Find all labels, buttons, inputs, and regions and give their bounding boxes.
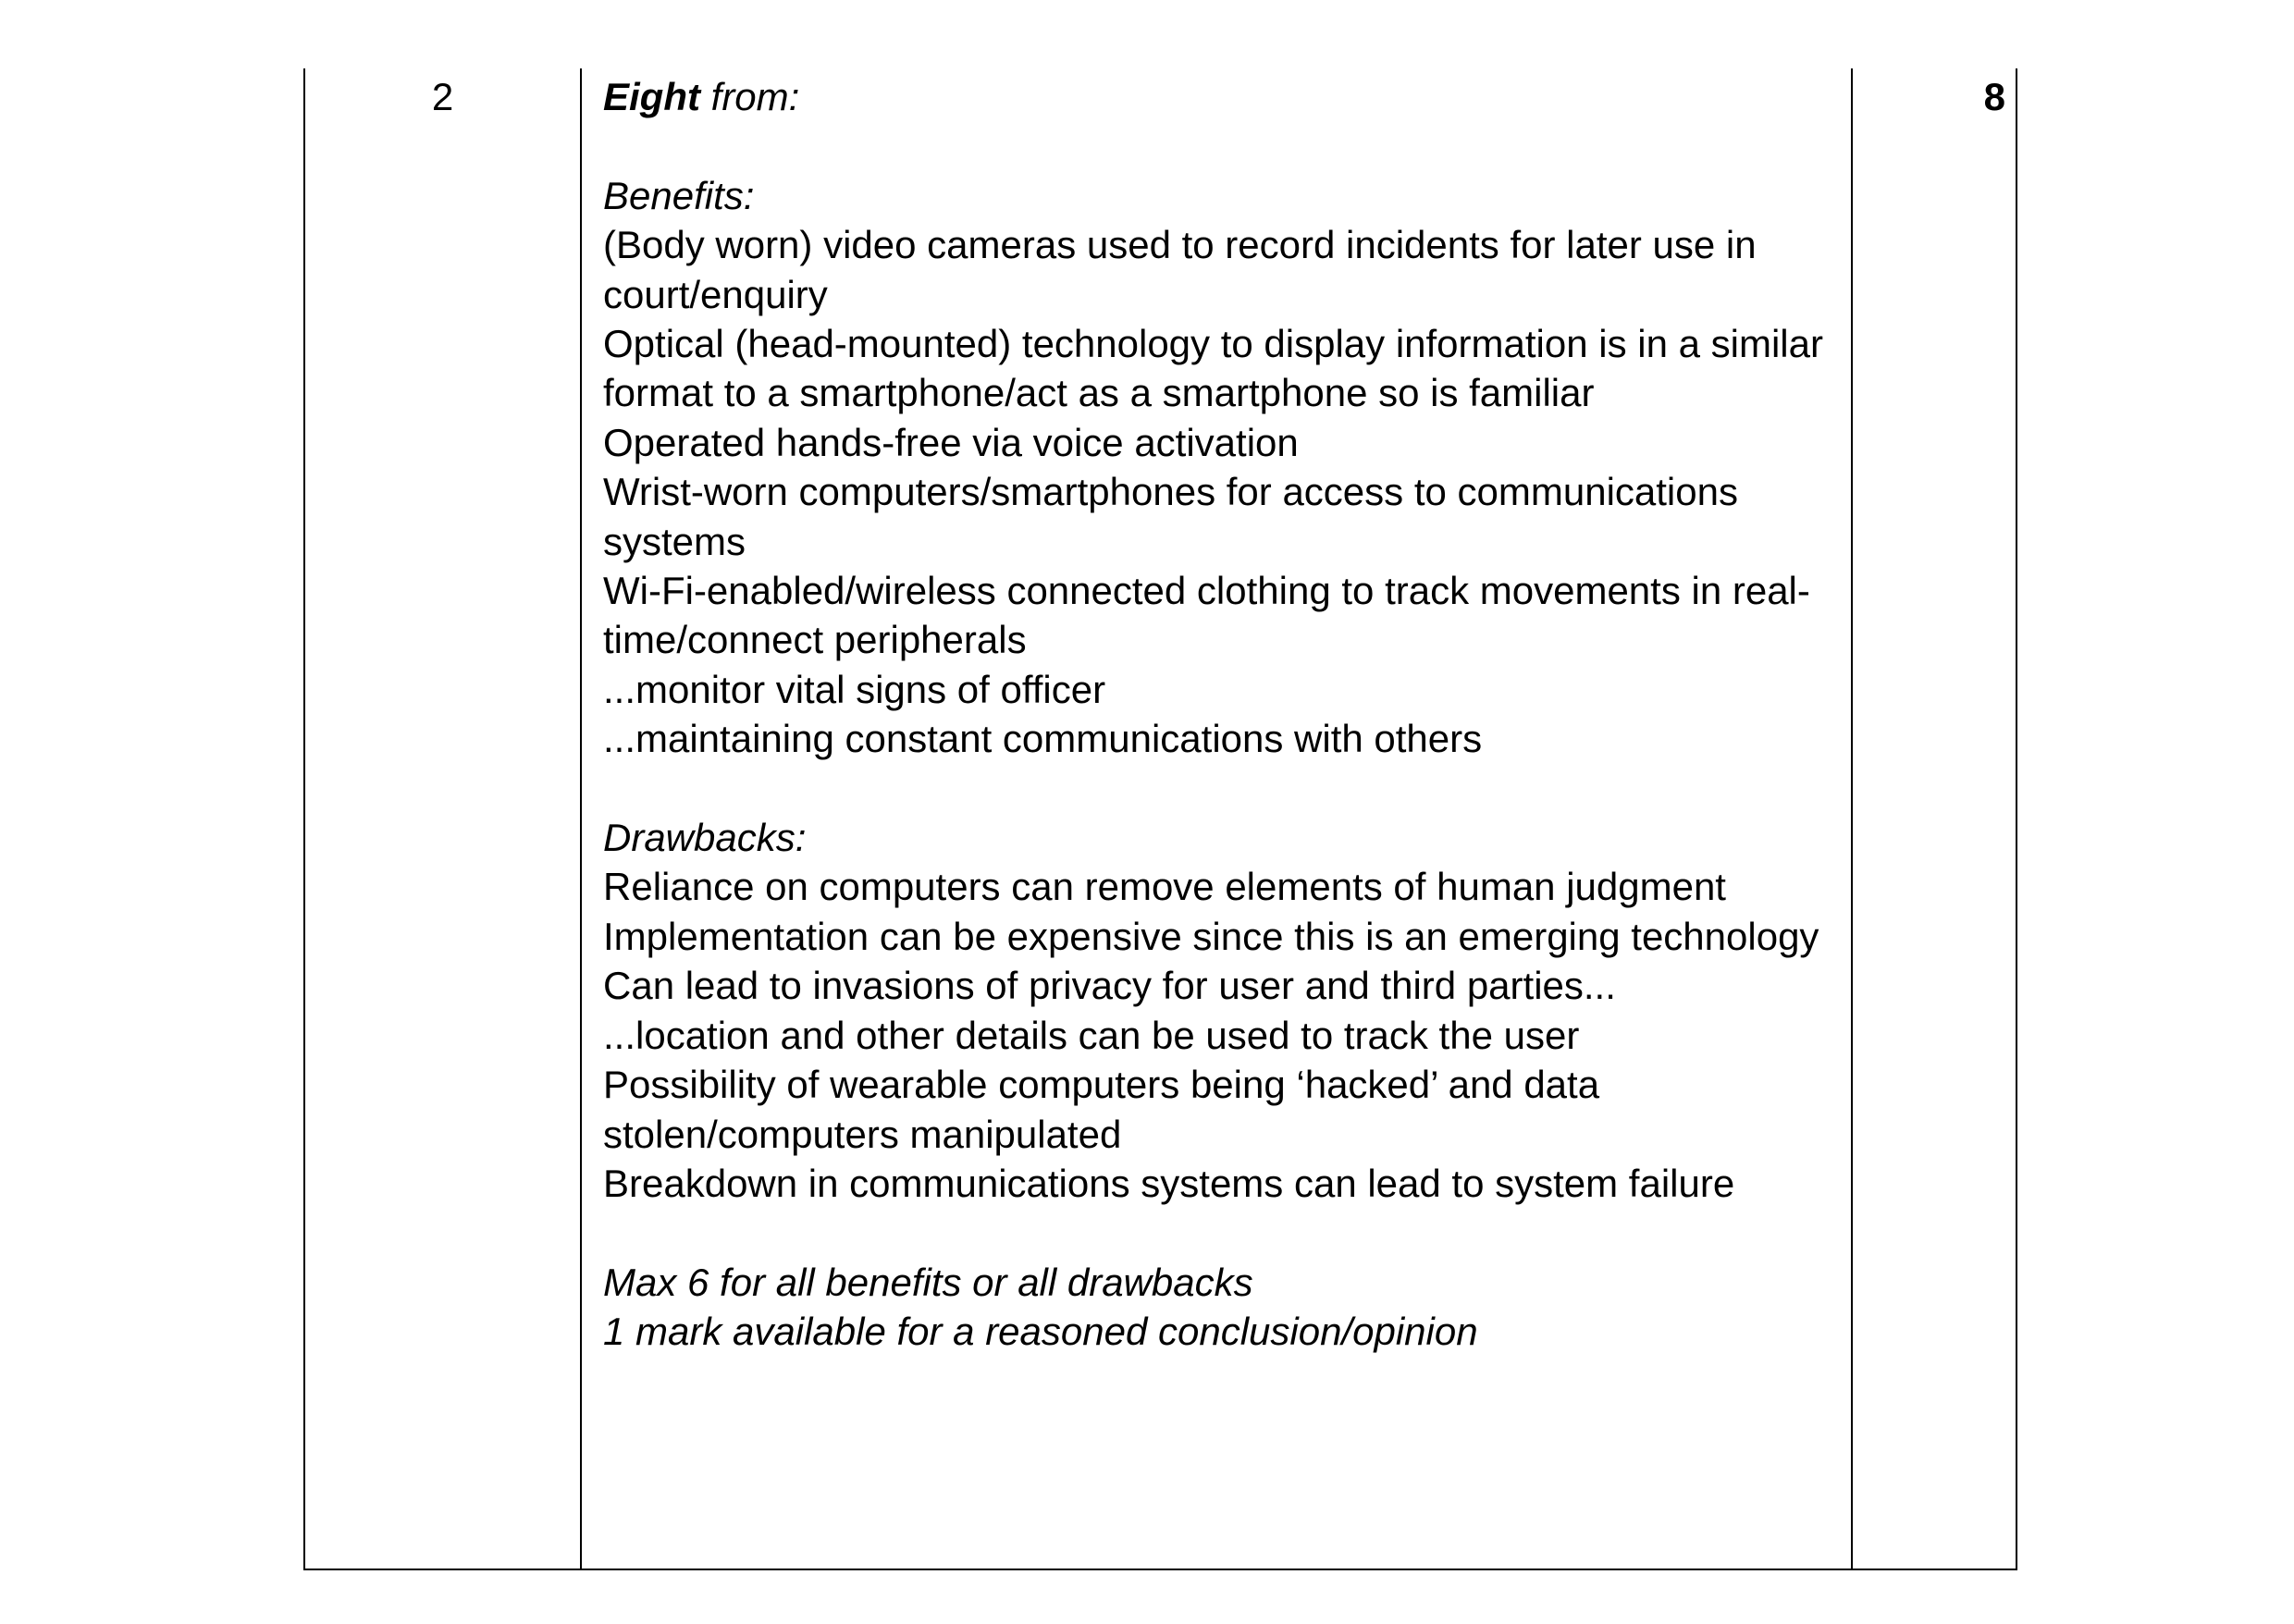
question-number: 2 xyxy=(431,75,454,118)
benefit-item: Optical (head-mounted) technology to display information is in a similar format to a smartphone/act as a smartphone so is familiar xyxy=(603,322,1823,415)
benefit-item: Wrist-worn computers/smartphones for access to communications systems xyxy=(603,470,1738,563)
drawbacks-heading: Drawbacks: xyxy=(603,816,807,860)
marking-note: Max 6 for all benefits or all drawbacks xyxy=(603,1260,1253,1304)
benefit-item: (Body worn) video cameras used to record incidents for later use in court/enquiry xyxy=(603,223,1757,316)
benefit-item: Operated hands-free via voice activation xyxy=(603,420,1299,464)
mark-scheme-table xyxy=(303,68,2017,1570)
marking-note: 1 mark available for a reasoned conclusion/opinion xyxy=(603,1310,1478,1354)
column-divider xyxy=(1851,68,1853,1569)
benefits-heading: Benefits: xyxy=(603,173,755,217)
drawback-item: ...location and other details can be used to track the user xyxy=(603,1013,1580,1057)
column-divider xyxy=(580,68,582,1569)
answer-intro-rest: from: xyxy=(699,75,800,118)
benefit-item: ...maintaining constant communications with others xyxy=(603,717,1483,761)
benefit-item: ...monitor vital signs of officer xyxy=(603,667,1106,711)
drawback-item: Possibility of wearable computers being ‘hacked’ and data stolen/computers manipulated xyxy=(603,1063,1600,1156)
answer-cell xyxy=(603,72,1843,1357)
drawback-item: Can lead to invasions of privacy for user and third parties... xyxy=(603,964,1616,1008)
answer-intro-bold: Eight xyxy=(603,75,700,118)
drawback-item: Reliance on computers can remove elements of human judgment xyxy=(603,865,1726,909)
drawback-item: Breakdown in communications systems can lead to system failure xyxy=(603,1161,1735,1205)
marks-value: 8 xyxy=(1983,75,2005,118)
answer-intro xyxy=(603,72,1843,121)
benefit-item: Wi-Fi-enabled/wireless connected clothing to track movements in real-time/connect peripherals xyxy=(603,569,1810,662)
drawback-item: Implementation can be expensive since this is an emerging technology xyxy=(603,914,1819,958)
